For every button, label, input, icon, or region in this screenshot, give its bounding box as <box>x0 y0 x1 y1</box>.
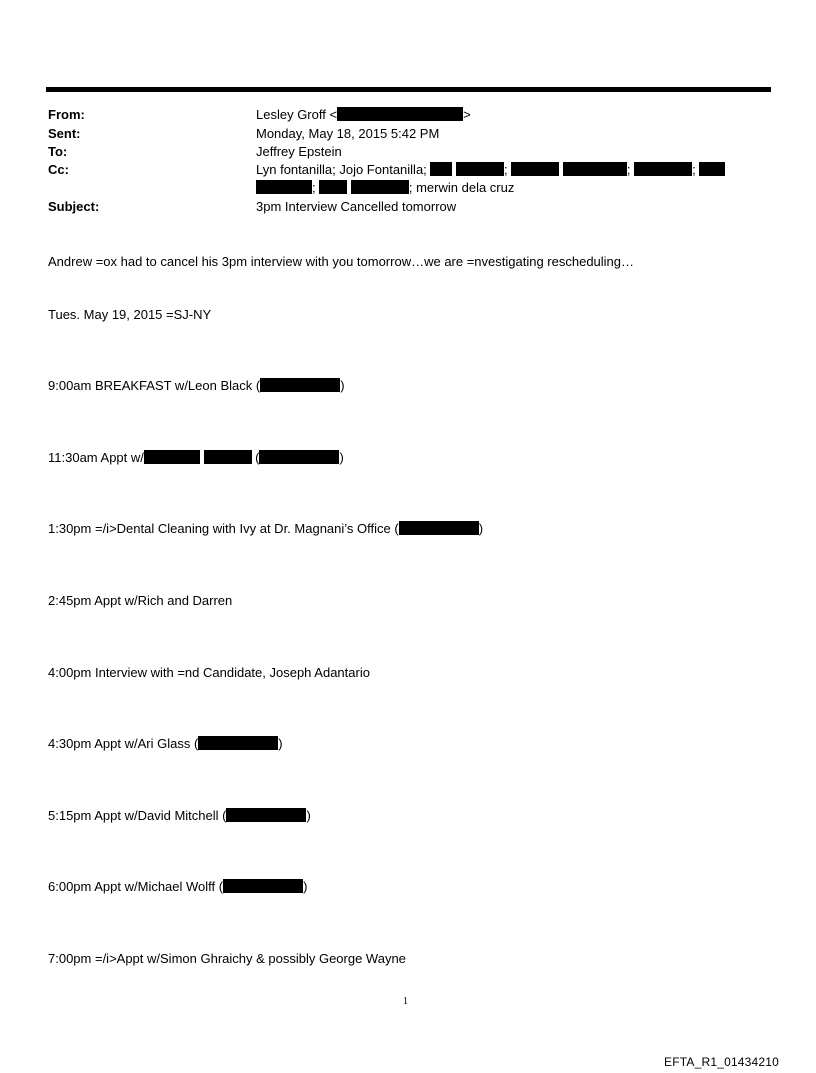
document-id: EFTA_R1_01434210 <box>664 1055 780 1069</box>
redaction-box <box>337 107 463 121</box>
redaction-box <box>319 180 347 194</box>
from-value <box>256 106 471 124</box>
schedule-item: 11:30am Appt w/ ( ) <box>48 450 344 465</box>
schedule-item: 4:00pm Interview with =nd Candidate, Joseph Adantario <box>48 665 370 680</box>
schedule-item: 7:00pm =/i>Appt w/Simon Ghraichy & possibly George Wayne <box>48 951 406 966</box>
redaction-box <box>351 180 409 194</box>
redaction-box <box>563 162 627 176</box>
from-name: Lesley Groff < <box>256 107 338 122</box>
redaction-box <box>260 378 340 392</box>
redaction-box <box>699 162 725 176</box>
page-number: 1 <box>403 996 408 1007</box>
redaction-box <box>223 879 303 893</box>
schedule-item: 9:00am BREAKFAST w/Leon Black ( ) <box>48 378 345 393</box>
email-header <box>48 106 768 216</box>
redaction-box <box>204 450 252 464</box>
cc-value-line1: Lyn fontanilla; Jojo Fontanilla; ; ; ; <box>256 161 725 179</box>
redaction-box <box>634 162 692 176</box>
redaction-box <box>144 450 200 464</box>
cc-names-tail: ; merwin dela cruz <box>408 180 515 195</box>
redaction-box <box>399 521 479 535</box>
subject-label: Subject: <box>48 199 100 214</box>
cc-value-line2: ; ; merwin dela cruz <box>256 179 514 197</box>
schedule-item: 6:00pm Appt w/Michael Wolff ( ) <box>48 879 308 894</box>
intro-text: Andrew =ox had to cancel his 3pm interview with you tomorrow…we are =nvestigating rescheduling… <box>48 254 635 269</box>
header-rule <box>46 87 771 92</box>
schedule-item: 5:15pm Appt w/David Mitchell ( ) <box>48 808 311 823</box>
subject-value: 3pm Interview Cancelled tomorrow <box>256 199 457 214</box>
redaction-box <box>256 180 312 194</box>
redaction-box <box>259 450 339 464</box>
sent-value: Monday, May 18, 2015 5:42 PM <box>256 126 440 141</box>
redaction-box <box>226 808 306 822</box>
schedule-item: 1:30pm =/i>Dental Cleaning with Ivy at Dr. Magnani’s Office ( ) <box>48 521 484 536</box>
redaction-box <box>430 162 452 176</box>
cc-label: Cc: <box>48 162 69 177</box>
schedule-item: 2:45pm Appt w/Rich and Darren <box>48 593 233 608</box>
to-value: Jeffrey Epstein <box>256 144 342 159</box>
redaction-box <box>456 162 504 176</box>
sent-label: Sent: <box>48 126 81 141</box>
redaction-box <box>198 736 278 750</box>
cc-names: Lyn fontanilla; Jojo Fontanilla; <box>256 162 427 177</box>
to-label: To: <box>48 144 68 159</box>
from-close: > <box>463 107 471 122</box>
from-label: From: <box>48 107 85 122</box>
schedule-item: 4:30pm Appt w/Ari Glass ( ) <box>48 736 283 751</box>
redaction-box <box>511 162 559 176</box>
schedule-date: Tues. May 19, 2015 =SJ-NY <box>48 307 212 322</box>
